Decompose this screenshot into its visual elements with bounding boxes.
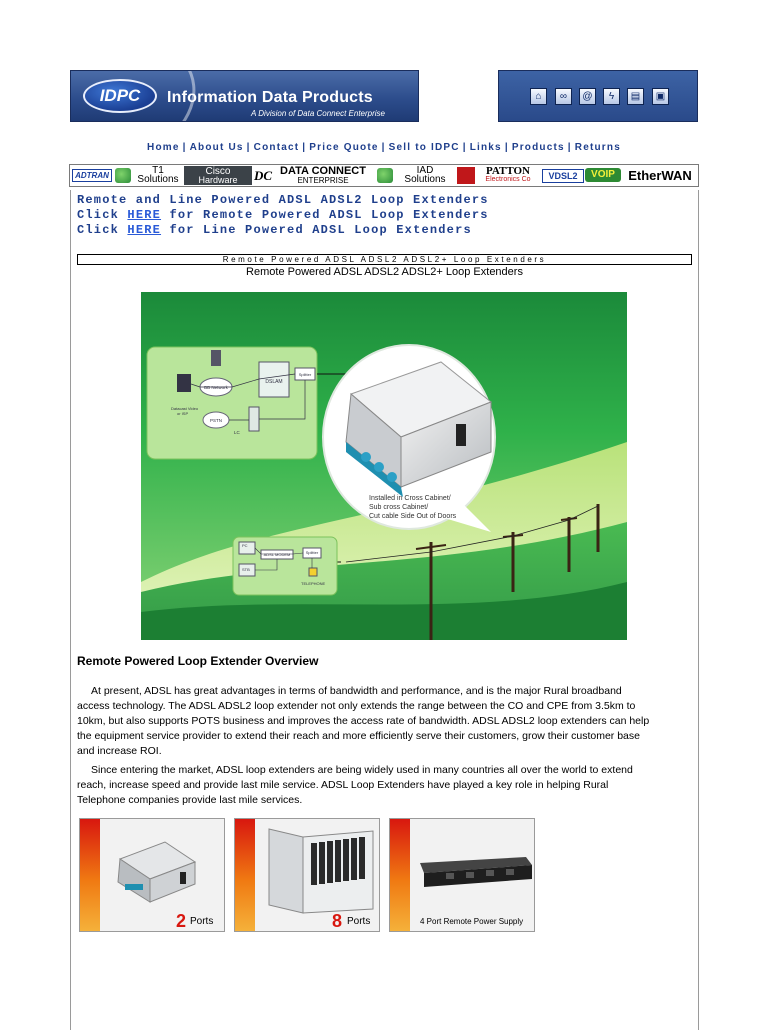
brand-adtran[interactable]	[71, 166, 112, 185]
pc-label: PC	[242, 543, 248, 548]
brand-etherwan[interactable]	[623, 166, 698, 185]
bubble-caption-1: Installed in Cross Cabinet/	[369, 495, 451, 502]
site-title: Information Data Products	[167, 89, 373, 106]
tile-accent-bar	[80, 819, 100, 931]
bubble-caption-3: Cut cable Side Out of Doors	[369, 513, 457, 520]
t1-logo-icon	[115, 168, 131, 183]
para1-line: At present, ADSL has great advantages in terms of bandwidth and performance, and is the major Rural broadband	[91, 685, 622, 697]
para1-line: the equipment service provider to extend their reach and more efficiently serve their customers, grow their customer base	[77, 730, 640, 742]
stb-label: STB	[242, 567, 250, 572]
tile-label: Ports	[190, 916, 214, 927]
para2-line: Since entering the market, ADSL loop extenders are being widely used in many countries all over the world to extend	[91, 764, 633, 776]
iad-bottom-text: Solutions	[404, 174, 446, 185]
pstn-label: PSTN	[209, 418, 223, 423]
nav-links[interactable]: Links	[469, 142, 502, 153]
contact-icon[interactable]: @	[579, 88, 596, 105]
remote-link-text: for Remote Powered ADSL Loop Extenders	[169, 208, 489, 222]
boxed-section-title: Remote Powered ADSL ADSL2 ADSL2+ Loop Extenders	[77, 254, 692, 265]
tile-count: 2	[176, 911, 187, 931]
idpc-logo[interactable]: IDPC	[83, 79, 157, 113]
book-icon[interactable]: ▤	[627, 88, 644, 105]
eight-port-cabinet-image	[263, 825, 378, 915]
voip-text: VOIP	[585, 168, 621, 182]
diagram-illustration	[141, 292, 627, 640]
t1-top-text: T1	[152, 166, 164, 176]
lc-label: LC	[234, 430, 240, 435]
line-link-line	[77, 223, 472, 237]
patton-bottom-text: Electronics Co	[485, 176, 531, 183]
remote-link-line	[77, 208, 489, 222]
cisco-bottom-text: Hardware	[198, 175, 238, 185]
lock-icon[interactable]: ▣	[652, 88, 669, 105]
brand-cisco-hardware[interactable]	[184, 166, 252, 185]
brand-data-connect[interactable]	[253, 166, 374, 185]
brand-voip[interactable]	[585, 166, 622, 185]
product-tile-power-supply[interactable]	[389, 818, 535, 932]
vdsl2-text: VDSL2	[542, 169, 584, 183]
nav-price-quote[interactable]: Price Quote	[309, 142, 379, 153]
nav-separator: |	[504, 142, 509, 153]
dc-logo: DC	[254, 168, 273, 183]
tile-accent-bar	[390, 819, 410, 931]
brand-iad-solutions[interactable]	[375, 166, 455, 185]
para1-line: access technology. The ADSL ADSL2 loop extender not only extends the range between the CO and CPE from 3.5km to	[77, 700, 636, 712]
nav-contact[interactable]: Contact	[253, 142, 300, 153]
isp-label: or ISP	[177, 411, 189, 416]
splitter-label: Splitter	[298, 372, 312, 377]
adtran-logo-text: ADTRAN	[72, 169, 112, 182]
nav-separator: |	[567, 142, 572, 153]
brand-vdsl2[interactable]	[541, 166, 584, 185]
nav-separator: |	[182, 142, 187, 153]
remote-here-link[interactable]: HERE	[127, 208, 162, 222]
para2-line: Telephone companies provide last mile services.	[77, 794, 303, 806]
patton-top-text: PATTON	[485, 166, 530, 177]
brand-strip	[69, 164, 699, 187]
para2-line: reach, increase speed and provide last mile service. ADSL Loop Extenders have played a key role in helping Rural	[77, 779, 609, 791]
tile-accent-bar	[235, 819, 255, 931]
line-here-link[interactable]: HERE	[127, 223, 162, 237]
t1-bottom-text: Solutions	[137, 174, 179, 185]
tile-label: 4 Port Remote Power Supply	[420, 917, 524, 926]
dc-top-text: DATA CONNECT	[280, 166, 366, 177]
product-tile-8-ports[interactable]	[234, 818, 380, 932]
para1-line: 10km, but also supports POTS business and improves the access rate of bandwidth. ADSL ADSL2 loop extenders can help	[77, 715, 650, 727]
section-subtitle: Remote Powered ADSL ADSL2 ADSL2+ Loop Extenders	[246, 266, 523, 278]
overview-title: Remote Powered Loop Extender Overview	[77, 654, 319, 668]
home-icon[interactable]: ⌂	[530, 88, 547, 105]
iad-top-text: IAD	[416, 166, 434, 176]
nav-separator: |	[246, 142, 251, 153]
tile-label: Ports	[347, 916, 371, 927]
cpe-splitter-label: Splitter	[305, 550, 319, 555]
adsl-modem-label: ADSL MODEM	[263, 552, 291, 557]
line-link-text: for Line Powered ADSL Loop Extenders	[169, 223, 472, 237]
overview-paragraph-2	[77, 763, 693, 808]
header-banner[interactable]	[70, 70, 419, 122]
site-subtitle: A Division of Data Connect Enterprise	[251, 109, 385, 118]
dslam-label: DSLAM	[265, 379, 283, 385]
nav-returns[interactable]: Returns	[574, 142, 621, 153]
nav-separator: |	[462, 142, 467, 153]
brand-patton[interactable]	[456, 166, 540, 185]
tile-count: 8	[332, 911, 343, 931]
power-supply-image	[416, 853, 534, 893]
power-icon[interactable]: ϟ	[603, 88, 620, 105]
loop-extender-diagram	[141, 292, 627, 640]
para1-line: and increase ROI.	[77, 745, 162, 757]
click-word: Click	[77, 223, 120, 237]
dc-bottom-text: ENTERPRISE	[297, 176, 349, 185]
etherwan-text: EtherWAN	[628, 168, 692, 183]
nav-products[interactable]: Products	[511, 142, 565, 153]
product-tile-2-ports[interactable]	[79, 818, 225, 932]
bb-network-label: BB Network	[204, 385, 228, 390]
page-headline: Remote and Line Powered ADSL ADSL2 Loop Extenders	[77, 193, 489, 207]
click-word: Click	[77, 208, 120, 222]
icon-toolbar	[498, 70, 698, 122]
bubble-caption-2: Sub cross Cabinet/	[369, 504, 429, 511]
nav-separator: |	[381, 142, 386, 153]
nav-about-us[interactable]: About Us	[189, 142, 244, 153]
patton-logo-icon	[457, 167, 475, 184]
link-icon[interactable]: ∞	[555, 88, 572, 105]
brand-t1-solutions[interactable]	[113, 166, 183, 185]
nav-home[interactable]: Home	[147, 142, 180, 153]
datacast-label: Datacast Video	[171, 406, 199, 411]
nav-sell-to-idpc[interactable]: Sell to IDPC	[388, 142, 460, 153]
overview-paragraph-1	[77, 684, 693, 759]
nav-separator: |	[302, 142, 307, 153]
iad-logo-icon	[377, 168, 393, 183]
telephone-label: TELEPHONE	[301, 581, 326, 586]
two-port-device-image	[110, 834, 200, 904]
main-nav	[0, 142, 768, 153]
cisco-top-text: Cisco	[205, 166, 231, 177]
